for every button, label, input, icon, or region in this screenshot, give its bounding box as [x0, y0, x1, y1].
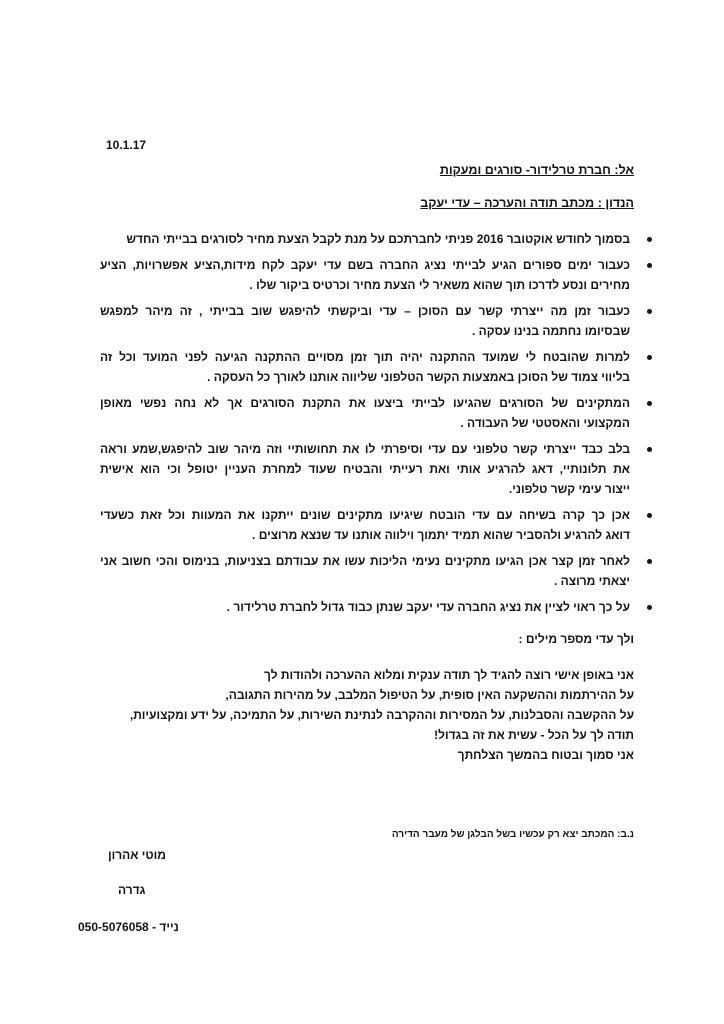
- closing-line: אני סמוך ובטוח בהמשך הצלחתך: [457, 748, 634, 762]
- bullet-item: [100, 229, 630, 249]
- bullet-line: ייצור עימי קשר טלפוני.: [508, 482, 630, 496]
- bullet-line: בסמוך לחודש אוקטובר 2016 פניתי לחברתכם על מנת לקבל הצעת מחיר לסורגים בבייתי החדש: [126, 232, 630, 246]
- signature-phone: [78, 919, 179, 935]
- bullet-icon: [647, 401, 652, 406]
- bullet-line: שבסיומו נחתמה בנינו עסקה .: [471, 324, 630, 338]
- bullet-list: [100, 229, 634, 617]
- bullet-line: למרות שהובטח לי שמועד ההתקנה יהיה תוך זמן מסויים ההתקנה הגיעה לפני המועד וכל זה: [100, 350, 630, 364]
- phone-number: 050-5076058: [78, 920, 149, 934]
- bullet-line: בליווי צמוד של הסוכן באמצעות הקשר הטלפוני שליווה אותנו לאורך כל העסקה .: [207, 370, 630, 384]
- bullet-icon: [647, 513, 652, 518]
- bullet-line: המתקינים של הסורגים שהגיעו לבייתי ביצעו את התקנת הסורגים אך לא נחה נפשי מאופן: [100, 396, 630, 410]
- closing-line: תודה לך על הכל - עשית את זה בגדול!: [434, 728, 634, 742]
- bullet-icon: [647, 605, 652, 610]
- bullet-item: [100, 301, 630, 341]
- phone-label: נייד -: [152, 920, 179, 934]
- signature-name: מוטי אהרון: [108, 848, 166, 862]
- bullet-line: מחירים ונסע לדרכו תוך שהוא משאיר לי הצעת מחיר וכרטיס ביקור שלו .: [249, 278, 630, 292]
- bullet-icon: [647, 263, 652, 268]
- bullet-item: [100, 505, 630, 545]
- letter-body: [100, 160, 634, 843]
- bullet-icon: [647, 559, 652, 564]
- bullet-line: בלב כבד ייצרתי קשר טלפוני עם עדי וסיפרתי לו את תחושותיי וזה מיהר שוב להיפגש,שמע וראה: [100, 442, 630, 456]
- bullet-line: המקצועי והאסטטי של העבודה .: [460, 416, 630, 430]
- postscript: נ.ב: המכתב יצא רק עכשיו בשל הבלגן של מעבר הדירה: [391, 829, 634, 840]
- bullet-item: [100, 347, 630, 387]
- bullet-icon: [647, 309, 652, 314]
- recipient-line: אל: חברת טרלידור- סורגים ומעקות: [439, 163, 634, 177]
- closing-line: על ההירתמות וההשקעה האין סופית, על הטיפול המלבב, על מהירות התגובה,: [225, 688, 634, 702]
- bullet-item: [100, 597, 630, 617]
- subject-line: הנדון : מכתב תודה והערכה – עדי יעקב: [420, 196, 634, 210]
- letter-date: 10.1.17: [106, 138, 147, 152]
- bullet-line: יצאתי מרוצה .: [553, 574, 630, 588]
- bullet-line: לאחר זמן קצר אכן הגיעו מתקינים נעימי הליכות עשו את עבודתם בצניעות, בנימוס והכי חשוב אני: [100, 554, 630, 568]
- bullet-line: על כך ראוי לציין את נציג החברה עדי יעקב שנתן כבוד גדול לחברת טרלידור .: [226, 600, 630, 614]
- bullet-icon: [647, 447, 652, 452]
- bullet-icon: [647, 237, 652, 242]
- bullet-line: כעבור ימים ספורים הגיע לבייתי נציג החברה בשם עדי יעקב לקח מידות,הציע אפשרויות, הציע: [100, 258, 630, 272]
- bullet-item: [100, 255, 630, 295]
- bullet-line: אכן כך קרה בשיחה עם עדי הובטח שיגיעו מתקינים שונים ייתקנו את המעוות וכל זאת כשעדי: [100, 508, 630, 522]
- bullet-item: [100, 439, 630, 499]
- signature-city: גדרה: [118, 883, 146, 897]
- closing-line: אני באופן אישי רוצה להגיד לך תודה ענקית ומלוא ההערכה ולהודות לך: [264, 668, 634, 682]
- bullet-item: [100, 551, 630, 591]
- bullet-item: [100, 393, 630, 433]
- bullet-line: את תלונותיי, דאג להרגיע אותי ואת רעייתי והבטיח שעוד למחרת העניין יטופל וכי הוא אישית: [100, 462, 630, 476]
- closing-line: על ההקשבה והסבלנות, על המסירות וההקרבה לנתינת השירות, על התמיכה, על ידע ומקצועיות,: [129, 708, 634, 722]
- bullet-line: כעבור זמן מה ייצרתי קשר עם הסוכן – עדי וביקשתי להיפגש שוב בבייתי , זה מיהר למפגש: [100, 304, 630, 318]
- closing-paragraph: [100, 665, 634, 765]
- intro-line: ולך עדי מספר מילים :: [518, 632, 634, 646]
- bullet-icon: [647, 355, 652, 360]
- bullet-line: דואג להרגיע ולהסביר שהוא תמיד יתמוך וילווה אותנו עד שנצא מרוצים .: [252, 528, 630, 542]
